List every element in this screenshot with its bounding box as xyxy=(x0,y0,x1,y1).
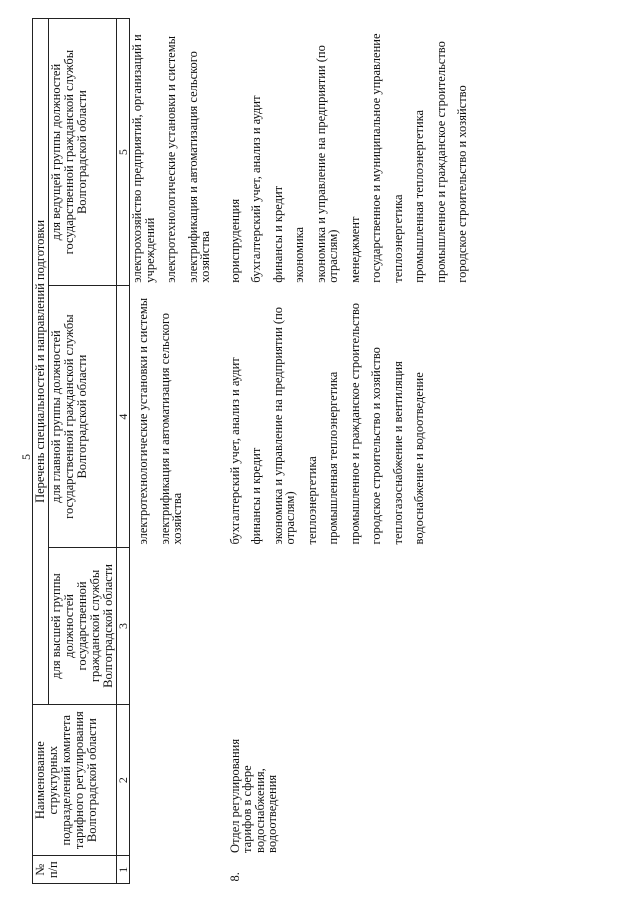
header-highest-group: для высшей группы должностей государственной гражданской службы Волгоградской области xyxy=(49,548,117,705)
header-number: № п/п xyxy=(33,856,117,884)
continuation-col5 xyxy=(130,19,222,286)
list-item: водоснабжение и водоотведение xyxy=(412,372,426,545)
list-item: бухгалтерский учет, анализ и аудит xyxy=(227,357,242,545)
list-item: электрификация и автоматизация сельского хозяйства xyxy=(157,312,184,545)
column-number: 4 xyxy=(117,286,130,548)
department-cell xyxy=(222,704,479,856)
list-item: электрохозяйство предприятий, организаций и учреждений xyxy=(130,34,157,283)
list-item: финансы и кредит xyxy=(249,447,263,545)
list-item: промышленное и гражданское строительство xyxy=(433,41,448,283)
list-item: экономика и управление на предприятии (по отраслям) xyxy=(270,306,297,545)
list-item: промышленное и гражданское строительство xyxy=(347,302,362,545)
list-item: теплоэнергетика xyxy=(390,194,405,283)
list-item: городское строительство и хозяйство xyxy=(369,347,383,545)
list-item: экономика и управление на предприятии (по отраслям) xyxy=(313,45,340,283)
list-item: промышленная теплоэнергетика xyxy=(412,109,426,283)
list-item: городское строительство и хозяйство xyxy=(455,85,469,283)
list-item: государственное и муниципальное управление xyxy=(369,33,383,283)
list-item: электротехнологические установки и системы xyxy=(164,35,178,283)
header-row-1 xyxy=(33,19,49,884)
rotated-document-page xyxy=(19,10,622,890)
column-number: 1 xyxy=(117,856,130,884)
column-numbers-row xyxy=(117,19,130,884)
header-main-group: для главной группы должностей государственной гражданской службы Волгоградской области xyxy=(49,286,117,548)
list-item: юриспруденция xyxy=(227,198,242,283)
list-item: теплогазоснабжение и вентиляция xyxy=(390,361,405,545)
header-leading-group: для ведущей группы должностей государственной гражданской службы Волгоградской области xyxy=(49,19,117,286)
specialties-table xyxy=(32,18,479,884)
list-item: электротехнологические установки и системы xyxy=(136,297,150,545)
list-item: электрификация и автоматизация сельского хозяйства xyxy=(185,51,212,283)
continuation-col4 xyxy=(130,286,222,548)
column-number: 3 xyxy=(117,548,130,705)
continuation-row xyxy=(130,19,222,884)
leading-group-cell xyxy=(222,19,479,286)
list-item: финансы и кредит xyxy=(270,185,285,283)
table-row xyxy=(222,19,479,884)
page-number: 5 xyxy=(19,454,33,460)
list-item: экономика xyxy=(292,226,306,283)
column-number: 2 xyxy=(117,704,130,856)
column-number: 5 xyxy=(117,19,130,286)
header-department: Наименование структурных подразделений комитета тарифного регулирования Волгоградской области xyxy=(33,704,117,856)
highest-group-cell xyxy=(222,548,479,705)
row-number xyxy=(222,856,479,884)
row-number-text: 8. xyxy=(227,872,242,882)
department-name: Отдел регулирования тарифов в сфере водоснабжения, водоотведения xyxy=(227,738,279,853)
list-item: теплоэнергетика xyxy=(304,456,319,545)
main-group-cell xyxy=(222,286,479,548)
list-item: промышленная теплоэнергетика xyxy=(326,371,340,545)
header-group-title: Перечень специальностей и направлений подготовки xyxy=(33,19,49,705)
list-item: бухгалтерский учет, анализ и аудит xyxy=(249,95,263,283)
list-item: менеджмент xyxy=(347,216,362,283)
